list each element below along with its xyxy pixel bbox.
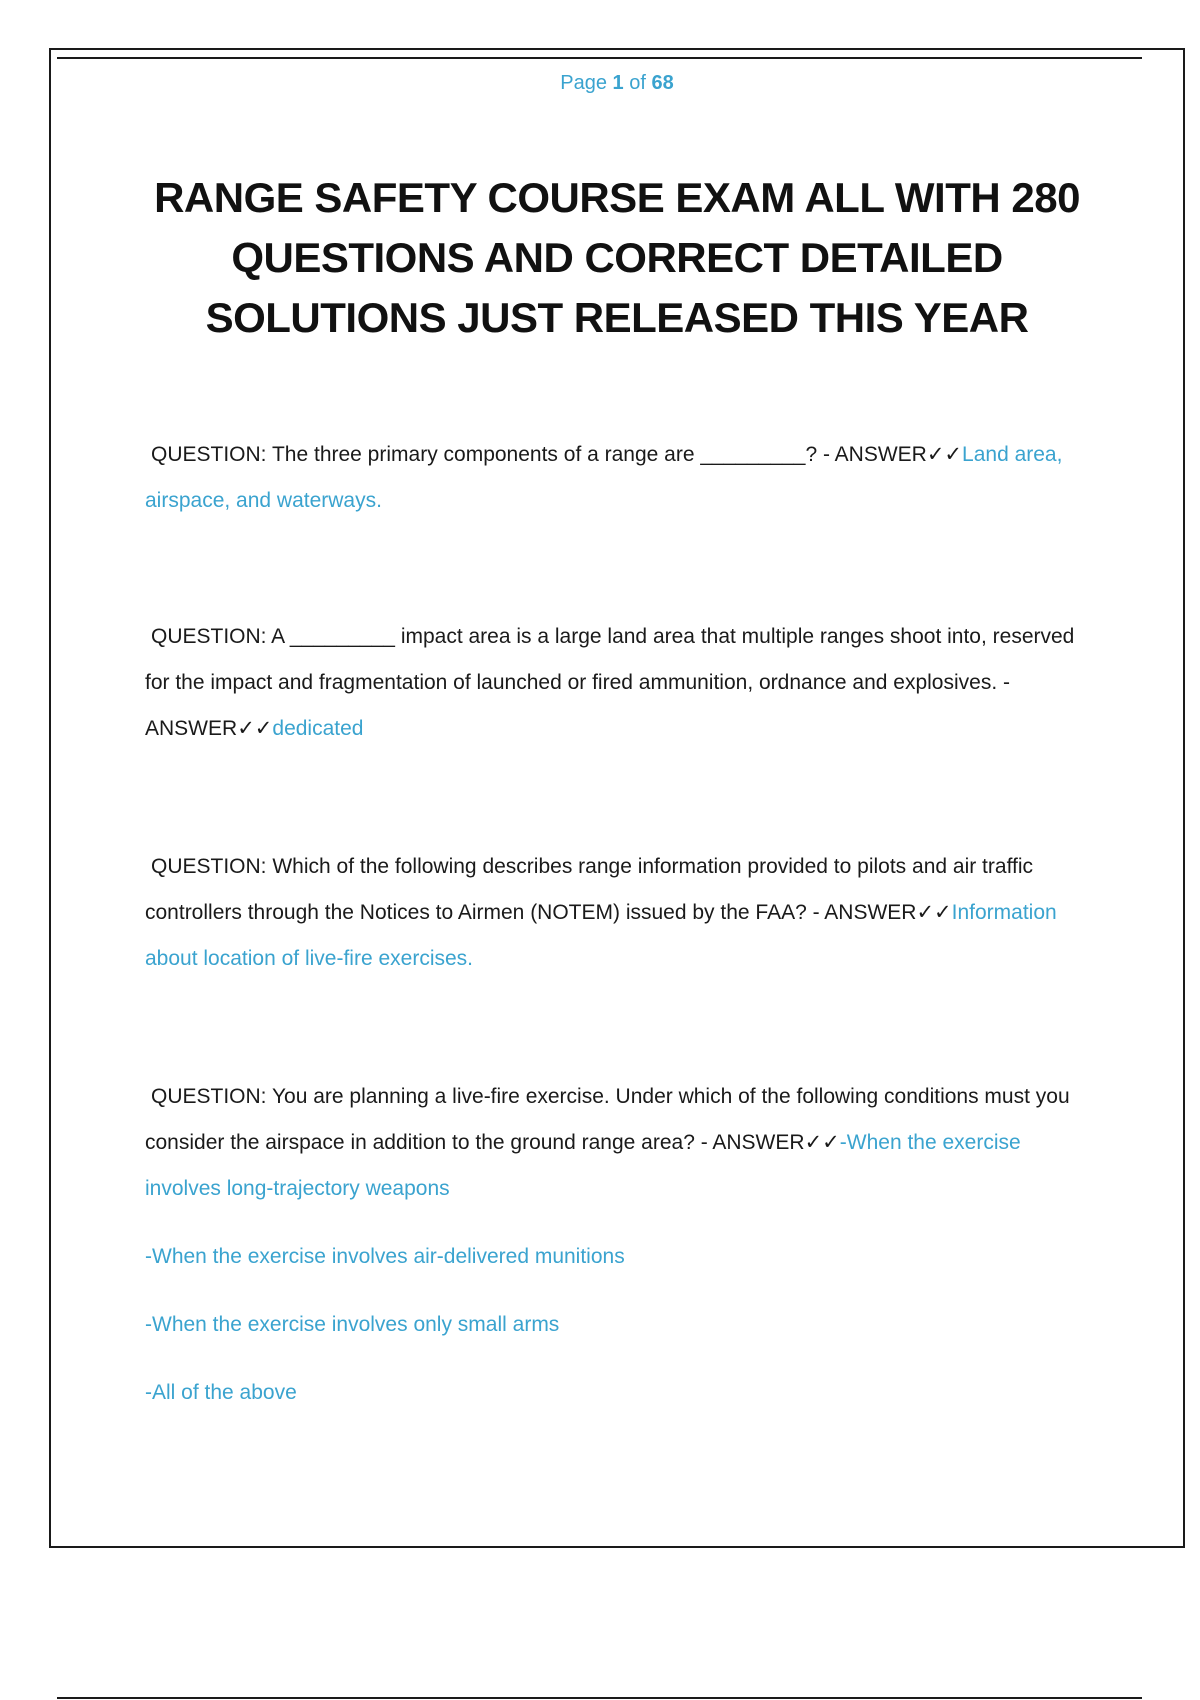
check-mark-icon: ✓✓ (237, 717, 273, 740)
answer-option: -When the exercise involves only small arms (145, 1313, 560, 1336)
footer-rule (57, 1697, 1142, 1699)
question-text: QUESTION: The three primary components of a range are _________? - ANSWER (151, 443, 927, 466)
question-block-4 (145, 1074, 1095, 1416)
question-text: QUESTION: You are planning a live-fire exercise. Under which of the following conditions must you consider the airspace in addition to the ground range area? - ANSWER (145, 1085, 1070, 1154)
page-indicator (0, 72, 1200, 95)
question-block-3 (145, 844, 1095, 982)
answer-text: -When the exercise involves long-trajectory weapons (145, 1131, 1021, 1200)
check-mark-icon: ✓✓ (804, 1131, 840, 1154)
page-label: Page (560, 72, 607, 94)
question-text: QUESTION: A _________ impact area is a large land area that multiple ranges shoot into, reserved for the impact and fragmentation of launched or fired ammunition, ordnance and explosives. - ANSWER (145, 625, 1075, 740)
answer-text: Information about location of live-fire exercises. (145, 901, 1057, 970)
answer-text: Land area, airspace, and waterways. (145, 443, 1063, 512)
question-block-2 (145, 614, 1095, 752)
of-label: of (629, 72, 646, 94)
current-page-number: 1 (612, 72, 624, 94)
answer-text: dedicated (272, 717, 364, 740)
check-mark-icon: ✓✓ (916, 901, 952, 924)
check-mark-icon: ✓✓ (926, 443, 963, 466)
header-rule (57, 57, 1142, 59)
answer-option: -When the exercise involves air-delivered munitions (145, 1245, 625, 1268)
answer-option: -All of the above (145, 1381, 297, 1404)
question-block-1 (145, 432, 1095, 524)
question-text: QUESTION: Which of the following describes range information provided to pilots and air traffic controllers through the Notices to Airmen (NOTEM) issued by the FAA? - ANSWER (145, 855, 1034, 924)
document-title: RANGE SAFETY COURSE EXAM ALL WITH 280 QUESTIONS AND CORRECT DETAILED SOLUTIONS JUST RELEASED THIS YEAR (154, 174, 1080, 341)
total-pages-number: 68 (651, 72, 674, 94)
